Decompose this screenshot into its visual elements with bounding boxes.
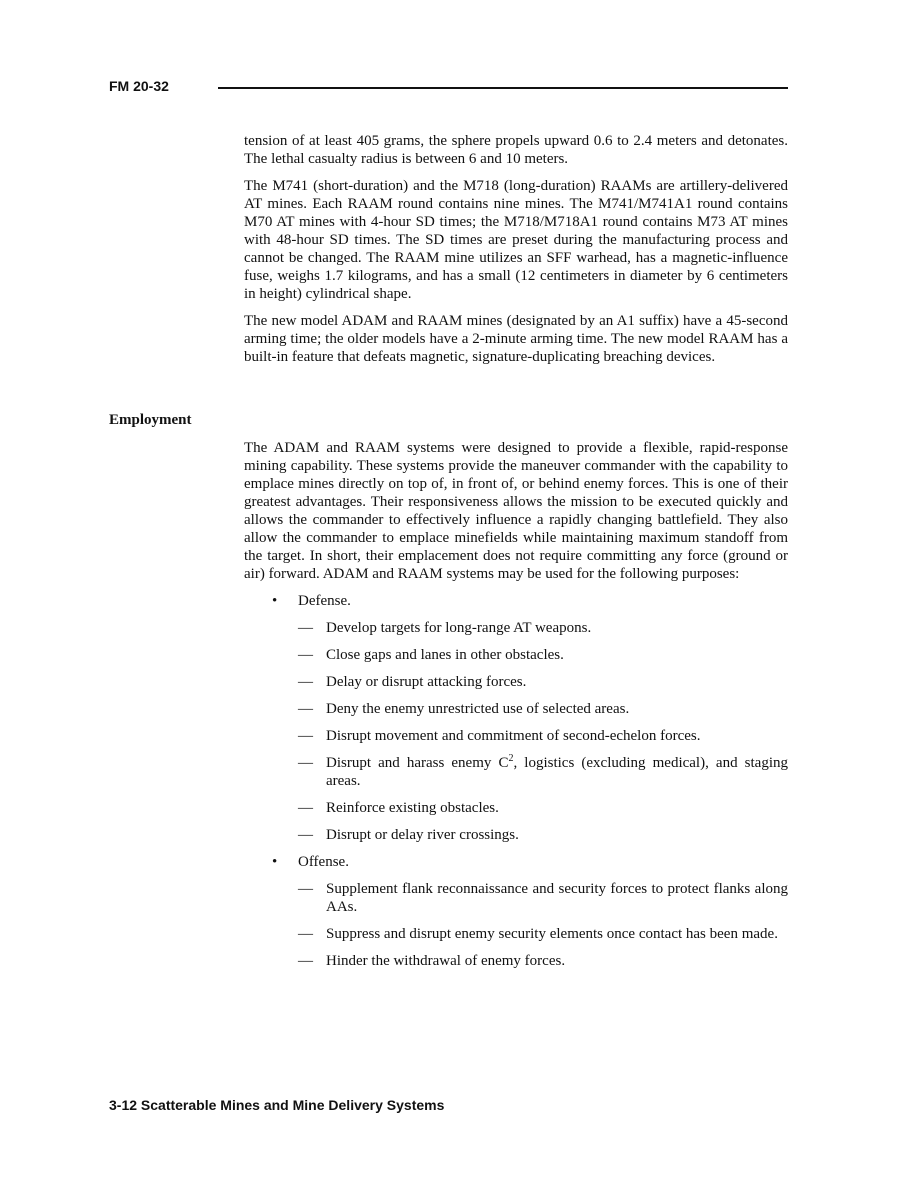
- paragraph: The M741 (short-duration) and the M718 (long-duration) RAAMs are artillery-delivered AT mines. Each RAAM round contains nine mines. The M741/M741A1 round contains M70 AT mines with 4-hour SD times; the M718/M718A1 round contains M73 AT mines with 48-hour SD times. The SD times are preset during the manufacturing process and cannot be changed. The RAAM mine utilizes an SFF warhead, has a magnetic-influence fuse, weighs 1.7 kilograms, and has a small (12 centimeters in diameter by 6 centimeters in height) cylindrical shape.: [244, 178, 788, 302]
- list-item: [298, 646, 788, 664]
- list-item-text: Disrupt movement and commitment of second-echelon forces.: [326, 728, 701, 744]
- list-item-text: Reinforce existing obstacles.: [326, 800, 499, 816]
- dash-mark: —: [298, 827, 313, 843]
- bullet-mark: •: [272, 593, 278, 609]
- text-fragment: Disrupt and harass enemy C: [326, 755, 509, 771]
- list-item-text: Suppress and disrupt enemy security elements once contact has been made.: [326, 926, 778, 942]
- purpose-label: Offense.: [298, 854, 349, 870]
- paragraph: tension of at least 405 grams, the sphere propels upward 0.6 to 2.4 meters and detonates. The lethal casualty radius is between 6 and 10 meters.: [244, 133, 788, 167]
- list-item-text: Supplement flank reconnaissance and security forces to protect flanks along AAs.: [326, 881, 788, 915]
- list-item: [298, 700, 788, 718]
- list-item-text: Deny the enemy unrestricted use of selected areas.: [326, 701, 630, 717]
- page-header: [109, 78, 788, 98]
- section-heading-employment: Employment: [109, 412, 192, 428]
- list-item: [298, 925, 788, 943]
- text-fragment: , logistics (excluding medical), and staging areas.: [326, 755, 788, 789]
- list-item: [298, 619, 788, 637]
- body-text: [244, 132, 788, 375]
- list-item-text: Disrupt or delay river crossings.: [326, 827, 519, 843]
- list-item: [298, 754, 788, 790]
- dash-mark: —: [298, 755, 313, 771]
- bullet-mark: •: [272, 854, 278, 870]
- list-item-text: Close gaps and lanes in other obstacles.: [326, 647, 564, 663]
- list-item: [298, 727, 788, 745]
- dash-mark: —: [298, 647, 313, 663]
- offense-items: [298, 880, 788, 970]
- dash-mark: —: [298, 800, 313, 816]
- purpose-defense: [244, 592, 788, 844]
- purpose-list: [244, 592, 788, 970]
- list-item-text: Develop targets for long-range AT weapons.: [326, 620, 592, 636]
- list-item: [298, 673, 788, 691]
- dash-mark: —: [298, 620, 313, 636]
- header-rule: [218, 87, 788, 89]
- dash-mark: —: [298, 881, 313, 897]
- list-item: [298, 826, 788, 844]
- list-item-text: Hinder the withdrawal of enemy forces.: [326, 953, 566, 969]
- paragraph: The new model ADAM and RAAM mines (designated by an A1 suffix) have a 45-second arming time; the older models have a 2-minute arming time. The new model RAAM has a built-in feature that defeats magnetic, signature-duplicating breaching devices.: [244, 313, 788, 365]
- list-item: [298, 952, 788, 970]
- list-item: [298, 799, 788, 817]
- superscript: 2: [508, 753, 514, 764]
- employment-section: [244, 439, 788, 979]
- document-id: FM 20-32: [109, 78, 169, 94]
- employment-intro: The ADAM and RAAM systems were designed to provide a flexible, rapid-response mining capability. These systems provide the maneuver commander with the capability to emplace mines directly on top of, in front of, or behind enemy forces. This is one of their greatest advantages. Their responsiveness allows the mission to be executed quickly and allows the commander to effectively influence a rapidly changing battlefield. They also allow the commander to emplace minefields while maintaining maximum standoff from the target. In short, their emplacement does not require committing any force (ground or air) forward. ADAM and RAAM systems may be used for the following purposes:: [244, 440, 788, 582]
- list-item-text: Delay or disrupt attacking forces.: [326, 674, 527, 690]
- dash-mark: —: [298, 728, 313, 744]
- purpose-offense: [244, 853, 788, 970]
- page-footer: 3-12 Scatterable Mines and Mine Delivery Systems: [109, 1097, 445, 1113]
- dash-mark: —: [298, 674, 313, 690]
- defense-items: [298, 619, 788, 844]
- dash-mark: —: [298, 953, 313, 969]
- list-item-text: [326, 755, 788, 789]
- purpose-label: Defense.: [298, 593, 351, 609]
- dash-mark: —: [298, 701, 313, 717]
- dash-mark: —: [298, 926, 313, 942]
- list-item: [298, 880, 788, 916]
